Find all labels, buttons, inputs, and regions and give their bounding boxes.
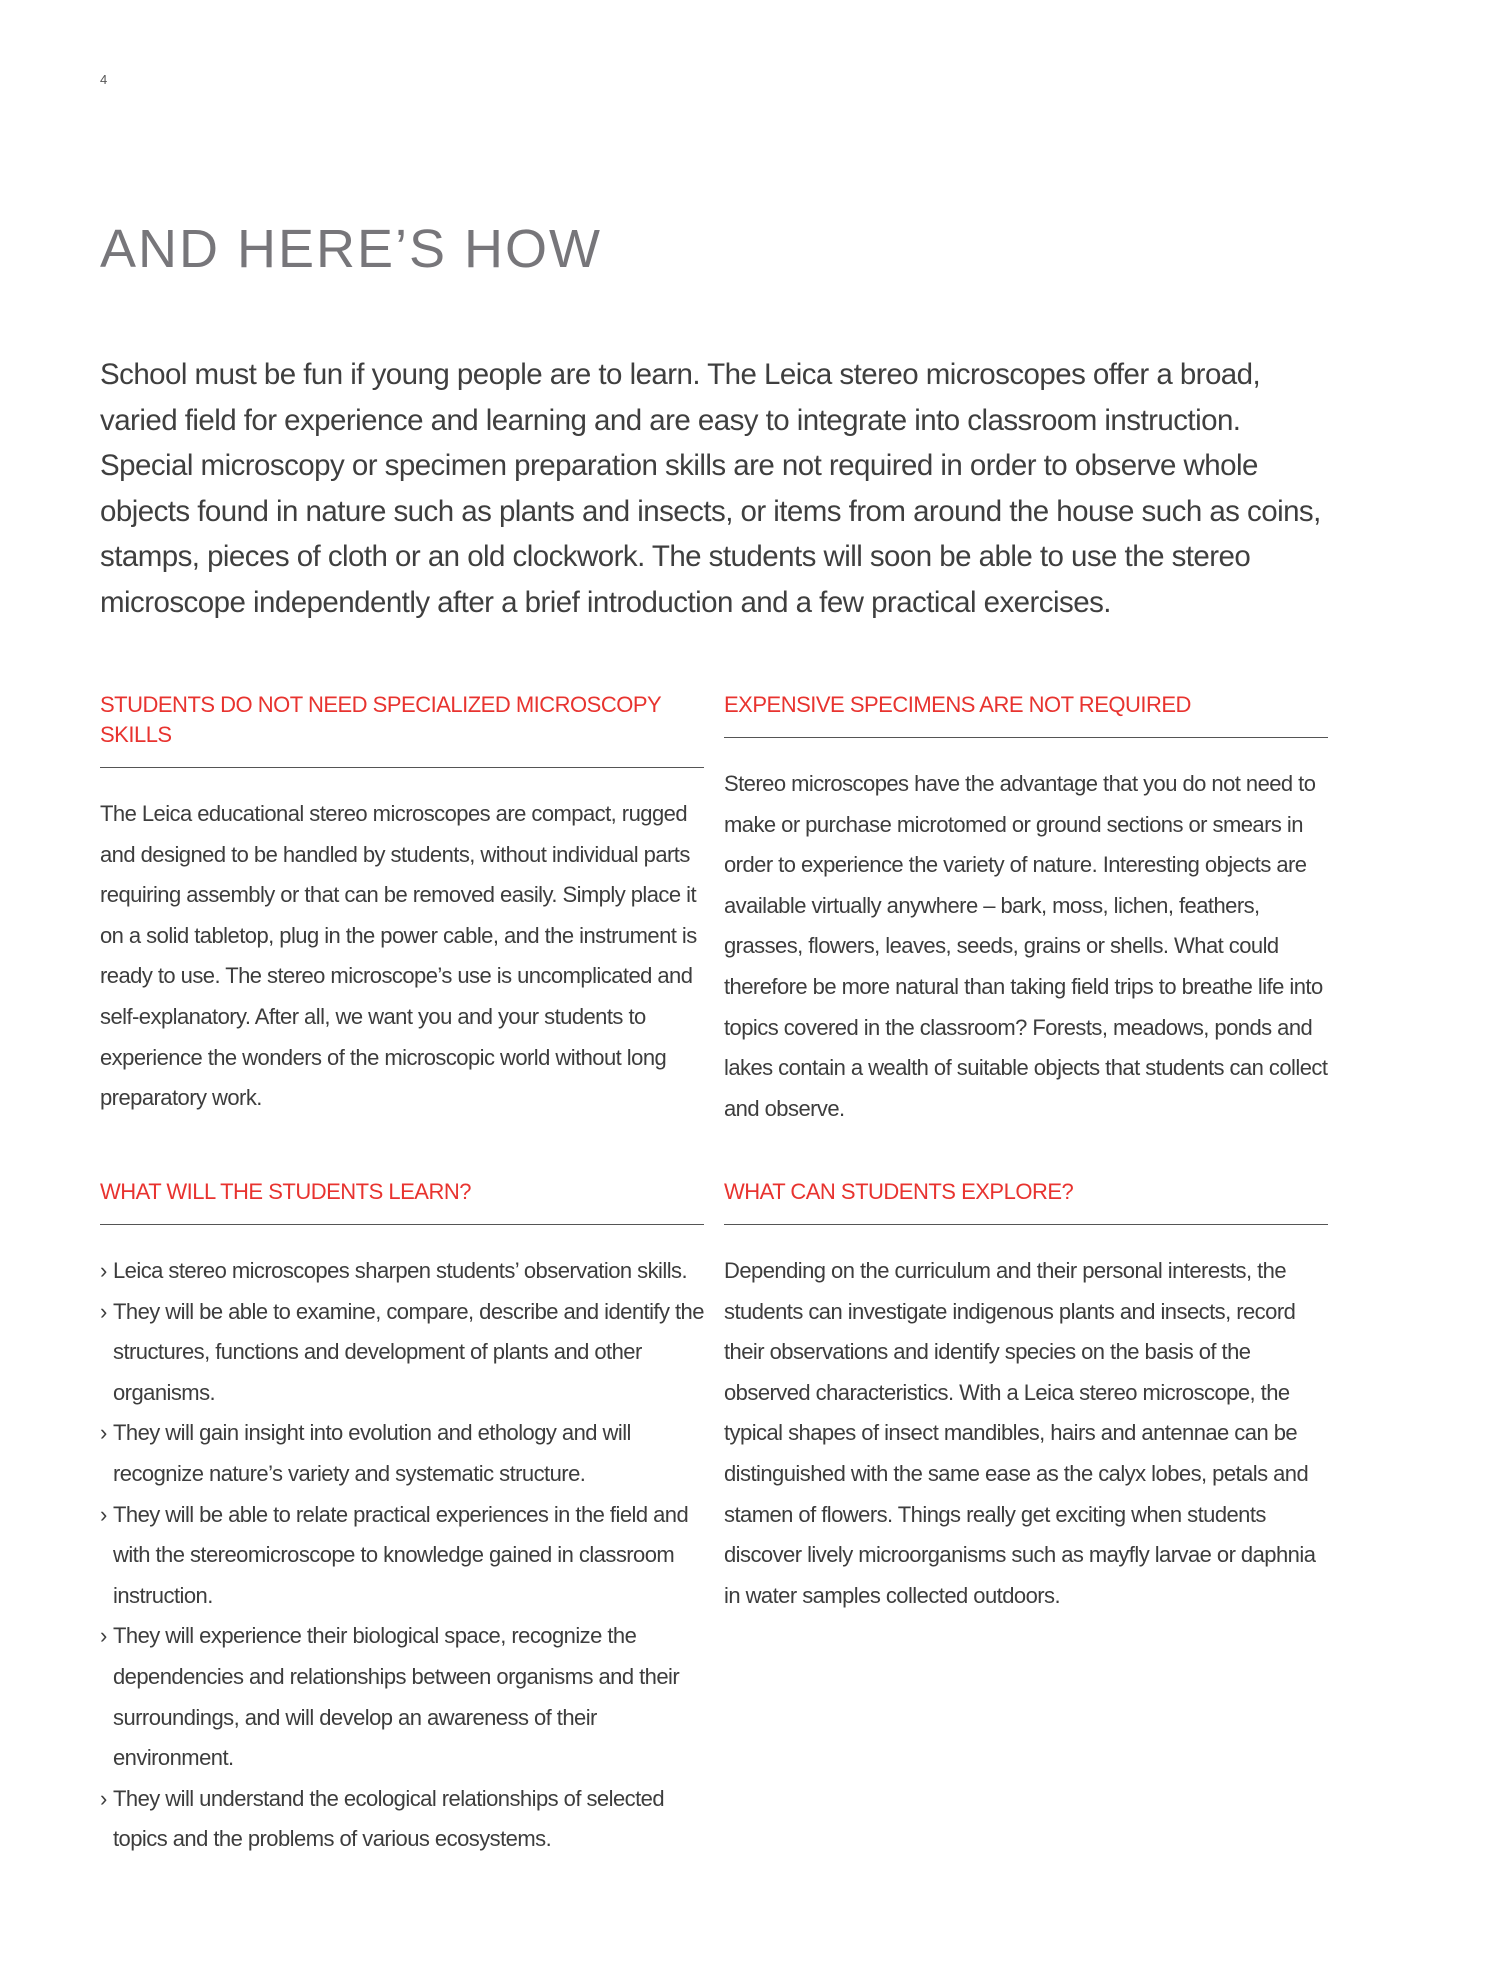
list-item xyxy=(100,1292,704,1414)
section-heading-learn: WHAT WILL THE STUDENTS LEARN? xyxy=(100,1177,704,1225)
list-item xyxy=(100,1495,704,1617)
section-body-explore: Depending on the curriculum and their personal interests, the students can investigate indigenous plants and insects, record their observations and identify species on the basis of the observed characteristics. With a Leica stereo microscope, the typical shapes of insect mandibles, hairs and antennae can be distinguished with the same ease as the calyx lobes, petals and stamen of flowers. Things really get exciting when students discover lively microorganisms such as mayfly larvae or daphnia in water samples collected outdoors. xyxy=(724,1258,1316,1608)
page-number: 4 xyxy=(100,72,108,87)
bullet-chevron-icon: › xyxy=(100,1785,107,1811)
list-item-text: They will gain insight into evolution and ethology and will recognize nature’s variety and systematic structure. xyxy=(113,1420,631,1486)
section-body-specimens: Stereo microscopes have the advantage that you do not need to make or purchase microtomed or ground sections or smears in order to experience the variety of nature. Interesting objects are available virtually anywhere – bark, moss, lichen, feathers, grasses, flowers, leaves, seeds, grains or shells. What could therefore be more natural than taking field trips to breathe life into topics covered in the classroom? Forests, meadows, ponds and lakes contain a wealth of suitable objects that students can collect and observe. xyxy=(724,771,1328,1121)
bullet-chevron-icon: › xyxy=(100,1258,107,1283)
list-item xyxy=(100,1413,704,1494)
section-specimens xyxy=(724,690,1328,1129)
section-heading-specimens: EXPENSIVE SPECIMENS ARE NOT REQUIRED xyxy=(724,690,1328,738)
section-explore xyxy=(724,1177,1328,1616)
bullet-chevron-icon: › xyxy=(100,1298,107,1324)
list-item-text: They will experience their biological space, recognize the dependencies and relationships between organisms and their surroundings, and will develop an awareness of their environment. xyxy=(113,1623,680,1771)
section-heading-skills: STUDENTS DO NOT NEED SPECIALIZED MICROSCOPY SKILLS xyxy=(100,690,704,768)
list-item-text: They will be able to examine, compare, describe and identify the structures, functions and development of plants and other organisms. xyxy=(113,1298,704,1405)
list-item xyxy=(100,1616,704,1778)
list-item xyxy=(100,1779,704,1860)
list-item-text: They will be able to relate practical experiences in the field and with the stereomicroscope to knowledge gained in classroom instruction. xyxy=(113,1501,689,1608)
section-body-skills: The Leica educational stereo microscopes are compact, rugged and designed to be handled by students, without individual parts requiring assembly or that can be removed easily. Simply place it on a solid tabletop, plug in the power cable, and the instrument is ready to use. The stereo microscope’s use is uncomplicated and self-explanatory. After all, we want you and your students to experience the wonders of the microscopic world without long preparatory work. xyxy=(100,801,697,1111)
bullet-chevron-icon: › xyxy=(100,1501,107,1527)
section-learn xyxy=(100,1177,704,1860)
list-item-text: Leica stereo microscopes sharpen students’ observation skills. xyxy=(113,1258,688,1283)
learn-bullet-list xyxy=(100,1251,704,1860)
section-skills xyxy=(100,690,704,1119)
list-item-text: They will understand the ecological relationships of selected topics and the problems of various ecosystems. xyxy=(113,1785,665,1852)
bullet-chevron-icon: › xyxy=(100,1623,107,1649)
intro-paragraph: School must be fun if young people are to learn. The Leica stereo microscopes offer a broad, varied field for experience and learning and are easy to integrate into classroom instruction. Special microscopy or specimen preparation skills are not required in order to observe whole objects found in nature such as plants and insects, or items from around the house such as coins, stamps, pieces of cloth or an old clockwork. The students will soon be able to use the stereo microscope independently after a brief introduction and a few practical exercises. xyxy=(100,358,1321,619)
section-heading-explore: WHAT CAN STUDENTS EXPLORE? xyxy=(724,1177,1328,1225)
page-title: AND HERE’S HOW xyxy=(100,219,603,279)
bullet-chevron-icon: › xyxy=(100,1420,107,1446)
list-item xyxy=(100,1251,704,1292)
